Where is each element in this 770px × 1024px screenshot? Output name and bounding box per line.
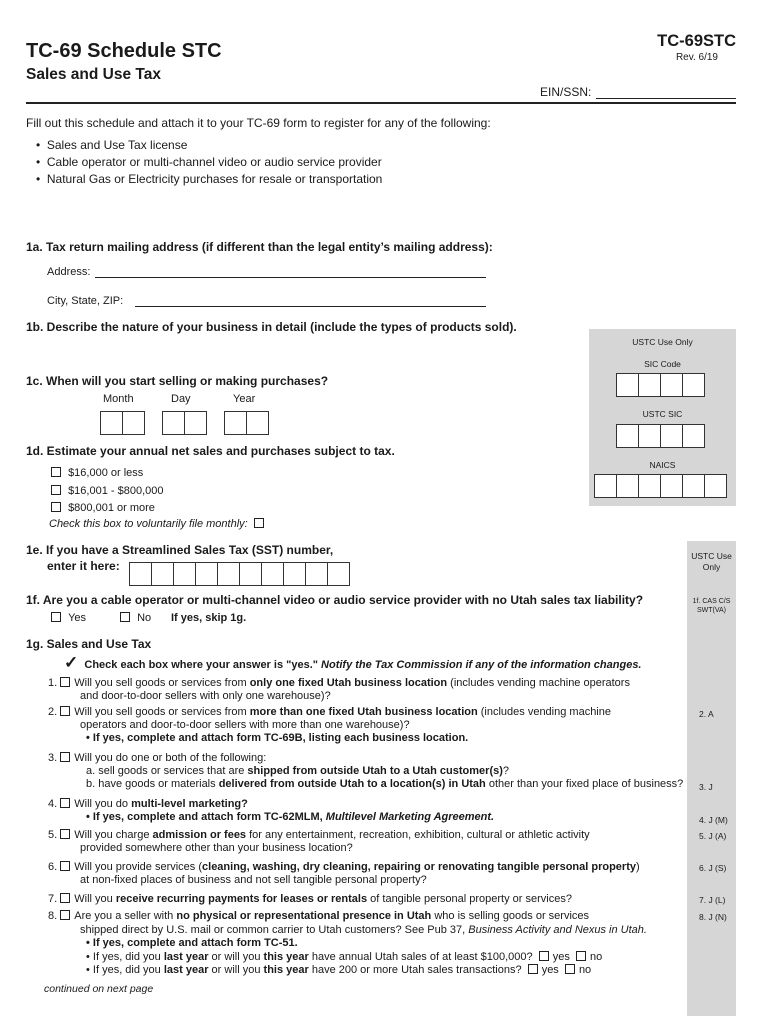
section-1b-title: 1b. Describe the nature of your business in detail (include the types of products sold). bbox=[26, 320, 517, 334]
code-2: 2. A bbox=[699, 709, 714, 719]
option-16001-800000[interactable]: $16,001 - $800,000 bbox=[51, 483, 163, 501]
code-8: 8. J (N) bbox=[699, 912, 727, 922]
revision-date: Rev. 6/19 bbox=[675, 52, 718, 63]
question-3: 3. Will you do one or both of the following: a. sell goods or services that are shipped from outside Utah to a Utah customer(s)? b. have goods or materials delivered from outside Utah to a location(s) in Utah other than your fixed place of business? bbox=[48, 752, 684, 790]
sales-100k-no-checkbox[interactable] bbox=[576, 951, 586, 961]
transactions-200-no-checkbox[interactable] bbox=[565, 964, 575, 974]
year-label: Year bbox=[233, 393, 256, 405]
code-1f-1: 1f. CAS C/S bbox=[692, 598, 731, 605]
question-1-checkbox[interactable] bbox=[60, 677, 70, 687]
option-16000-or-less[interactable]: $16,000 or less bbox=[51, 465, 163, 483]
question-6-checkbox[interactable] bbox=[60, 861, 70, 871]
day-boxes[interactable] bbox=[162, 411, 207, 435]
sst-number-boxes[interactable] bbox=[129, 562, 350, 586]
section-1a-title: 1a. Tax return mailing address (if different than the legal entity’s mailing address): bbox=[26, 240, 493, 254]
page-title: TC-69 Schedule STC bbox=[26, 40, 222, 62]
question-1: 1. Will you sell goods or services from only one fixed Utah business location (includes vending machine operators and door-to-door sellers with only one warehouse)? bbox=[48, 677, 630, 702]
1f-skip-note: If yes, skip 1g. bbox=[171, 612, 247, 624]
code-4: 4. J (M) bbox=[699, 815, 728, 825]
code-5: 5. J (A) bbox=[699, 831, 727, 841]
question-5-checkbox[interactable] bbox=[60, 829, 70, 839]
intro-list bbox=[36, 137, 382, 188]
question-7-checkbox[interactable] bbox=[60, 893, 70, 903]
ustc-sic-boxes[interactable] bbox=[616, 424, 705, 448]
1f-no-option[interactable]: No bbox=[120, 612, 151, 624]
question-2: 2. Will you sell goods or services from more than one fixed Utah business location (includes vending machine operators and door-to-door sellers with more than one warehouse)? • If yes, complete and attach form TC-69B, listing each business location. bbox=[48, 706, 611, 744]
checkbox[interactable] bbox=[51, 467, 61, 477]
code-3: 3. J bbox=[699, 782, 713, 792]
checkbox[interactable] bbox=[51, 485, 61, 495]
intro-text: Fill out this schedule and attach it to your TC-69 form to register for any of the following: bbox=[26, 116, 491, 130]
section-1c-title: 1c. When will you start selling or making purchases? bbox=[26, 374, 329, 388]
code-7: 7. J (L) bbox=[699, 895, 726, 905]
1g-instructions: ✓ Check each box where your answer is "yes." Notify the Tax Commission if any of the information changes. bbox=[64, 653, 642, 672]
month-boxes[interactable] bbox=[100, 411, 145, 435]
question-6: 6. Will you provide services (cleaning, washing, dry cleaning, repairing or renovating tangible personal property) at non-fixed places of business and not sell tangible personal property? bbox=[48, 861, 640, 886]
sales-100k-yes-checkbox[interactable] bbox=[539, 951, 549, 961]
section-1d-title: 1d. Estimate your annual net sales and purchases subject to tax. bbox=[26, 444, 395, 458]
question-3-checkbox[interactable] bbox=[60, 752, 70, 762]
ustc-only-label: Only bbox=[702, 562, 721, 572]
option-800001-or-more[interactable]: $800,001 or more bbox=[51, 500, 163, 518]
file-monthly-label: Check this box to voluntarily file monthly: bbox=[49, 518, 248, 530]
sic-code-boxes[interactable] bbox=[616, 373, 705, 397]
ein-label: EIN/SSN: bbox=[540, 85, 592, 99]
month-label: Month bbox=[103, 393, 134, 405]
sales-estimate-options bbox=[51, 465, 163, 518]
ustc-use-only-box bbox=[589, 329, 736, 506]
question-2-checkbox[interactable] bbox=[60, 706, 70, 716]
checkmark-icon: ✓ bbox=[64, 653, 79, 672]
question-8-checkbox[interactable] bbox=[60, 910, 70, 920]
section-1e-title: 1e. If you have a Streamlined Sales Tax (SST) number, bbox=[26, 543, 334, 557]
page-subtitle: Sales and Use Tax bbox=[26, 66, 161, 83]
intro-bullet: • Cable operator or multi-channel video or audio service provider bbox=[36, 155, 382, 169]
naics-boxes[interactable] bbox=[594, 474, 727, 498]
ustc-use-column bbox=[687, 541, 736, 1016]
city-field[interactable] bbox=[135, 306, 486, 307]
address-field[interactable] bbox=[95, 277, 486, 278]
file-monthly-checkbox[interactable] bbox=[254, 518, 264, 528]
form-code: TC-69STC bbox=[657, 32, 736, 50]
address-label: Address: bbox=[47, 266, 91, 278]
transactions-200-yes-checkbox[interactable] bbox=[528, 964, 538, 974]
question-7: 7. Will you receive recurring payments for leases or rentals of tangible personal property or services? bbox=[48, 893, 572, 905]
day-label: Day bbox=[171, 393, 191, 405]
section-1f-title: 1f. Are you a cable operator or multi-channel video or audio service provider with no Utah sales tax liability? bbox=[26, 593, 644, 607]
question-8: 8. Are you a seller with no physical or representational presence in Utah who is selling goods or services shipped direct by U.S. mail or common carrier to Utah customers? See Pub 37, Business Activity and Nexus in Utah. • If yes, complete and attach form TC-51. • If yes, did you last year or will you this year have annual Utah sales of at least $100,000? yes no • If yes, did you last year or will you this year have 200 or more Utah sales transactions? yes no bbox=[48, 910, 647, 976]
checkbox[interactable] bbox=[51, 612, 61, 622]
ustc-use-label: USTC Use bbox=[691, 551, 732, 561]
intro-bullet: • Sales and Use Tax license bbox=[36, 138, 188, 152]
continued-note: continued on next page bbox=[44, 983, 154, 995]
ustc-box-title: USTC Use Only bbox=[632, 337, 693, 347]
header-rule bbox=[26, 102, 736, 104]
section-1e-title-2: enter it here: bbox=[47, 559, 120, 573]
naics-label: NAICS bbox=[649, 460, 676, 470]
city-label: City, State, ZIP: bbox=[47, 295, 124, 307]
section-1g-title: 1g. Sales and Use Tax bbox=[26, 637, 152, 651]
intro-bullet: • Natural Gas or Electricity purchases for resale or transportation bbox=[36, 172, 383, 186]
checkbox[interactable] bbox=[120, 612, 130, 622]
ustc-sic-label: USTC SIC bbox=[642, 409, 683, 419]
sic-code-label: SIC Code bbox=[644, 359, 681, 369]
1f-yes-option[interactable]: Yes bbox=[51, 612, 86, 624]
code-1f-2: SWT(VA) bbox=[696, 607, 727, 614]
question-4: 4. Will you do multi-level marketing? • If yes, complete and attach form TC-62MLM, Multilevel Marketing Agreement. bbox=[48, 798, 495, 823]
checkbox[interactable] bbox=[51, 502, 61, 512]
file-monthly-row bbox=[49, 518, 268, 530]
question-5: 5. Will you charge admission or fees for any entertainment, recreation, exhibition, cultural or athletic activity provided somewhere other than your business location? bbox=[48, 829, 590, 854]
code-6: 6. J (S) bbox=[699, 863, 727, 873]
year-boxes[interactable] bbox=[224, 411, 269, 435]
ein-field[interactable] bbox=[596, 97, 736, 99]
question-4-checkbox[interactable] bbox=[60, 798, 70, 808]
